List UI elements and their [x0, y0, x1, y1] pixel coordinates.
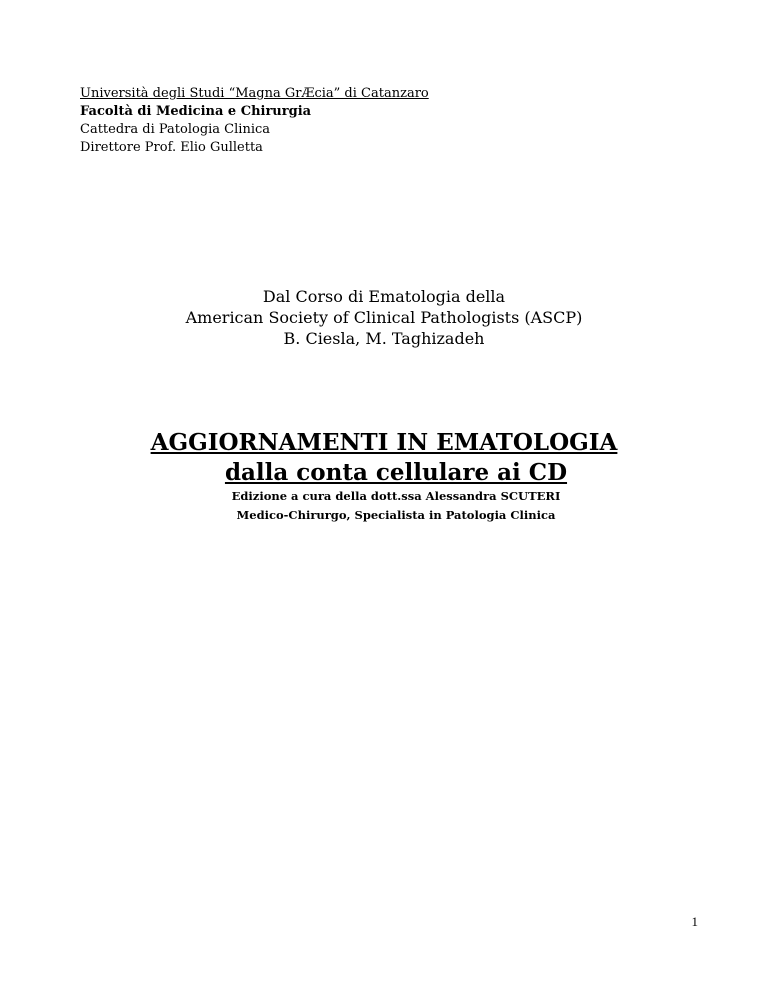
university-name: Università degli Studi “Magna GrÆcia” di Catanzaro	[80, 86, 429, 101]
document-title	[0, 428, 768, 488]
course-line-1: Dal Corso di Ematologia della	[262, 287, 506, 306]
edition-info	[0, 487, 768, 525]
course-line-2: American Society of Clinical Pathologists (ASCP)	[185, 308, 583, 327]
director-name: Direttore Prof. Elio Gulletta	[80, 140, 263, 155]
edition-line-1: Edizione a cura della dott.ssa Alessandra SCUTERI	[231, 489, 561, 503]
faculty-name: Facoltà di Medicina e Chirurgia	[80, 104, 312, 119]
edition-line-2: Medico-Chirurgo, Specialista in Patologia Clinica	[236, 508, 556, 522]
title-line-1: AGGIORNAMENTI IN EMATOLOGIA	[150, 429, 618, 456]
institution-header	[80, 85, 429, 157]
course-authors: B. Ciesla, M. Taghizadeh	[283, 329, 485, 348]
course-info	[0, 286, 768, 349]
title-line-2: dalla conta cellulare ai CD	[224, 459, 568, 486]
page-number: 1	[691, 914, 698, 929]
chair-name: Cattedra di Patologia Clinica	[80, 122, 271, 137]
